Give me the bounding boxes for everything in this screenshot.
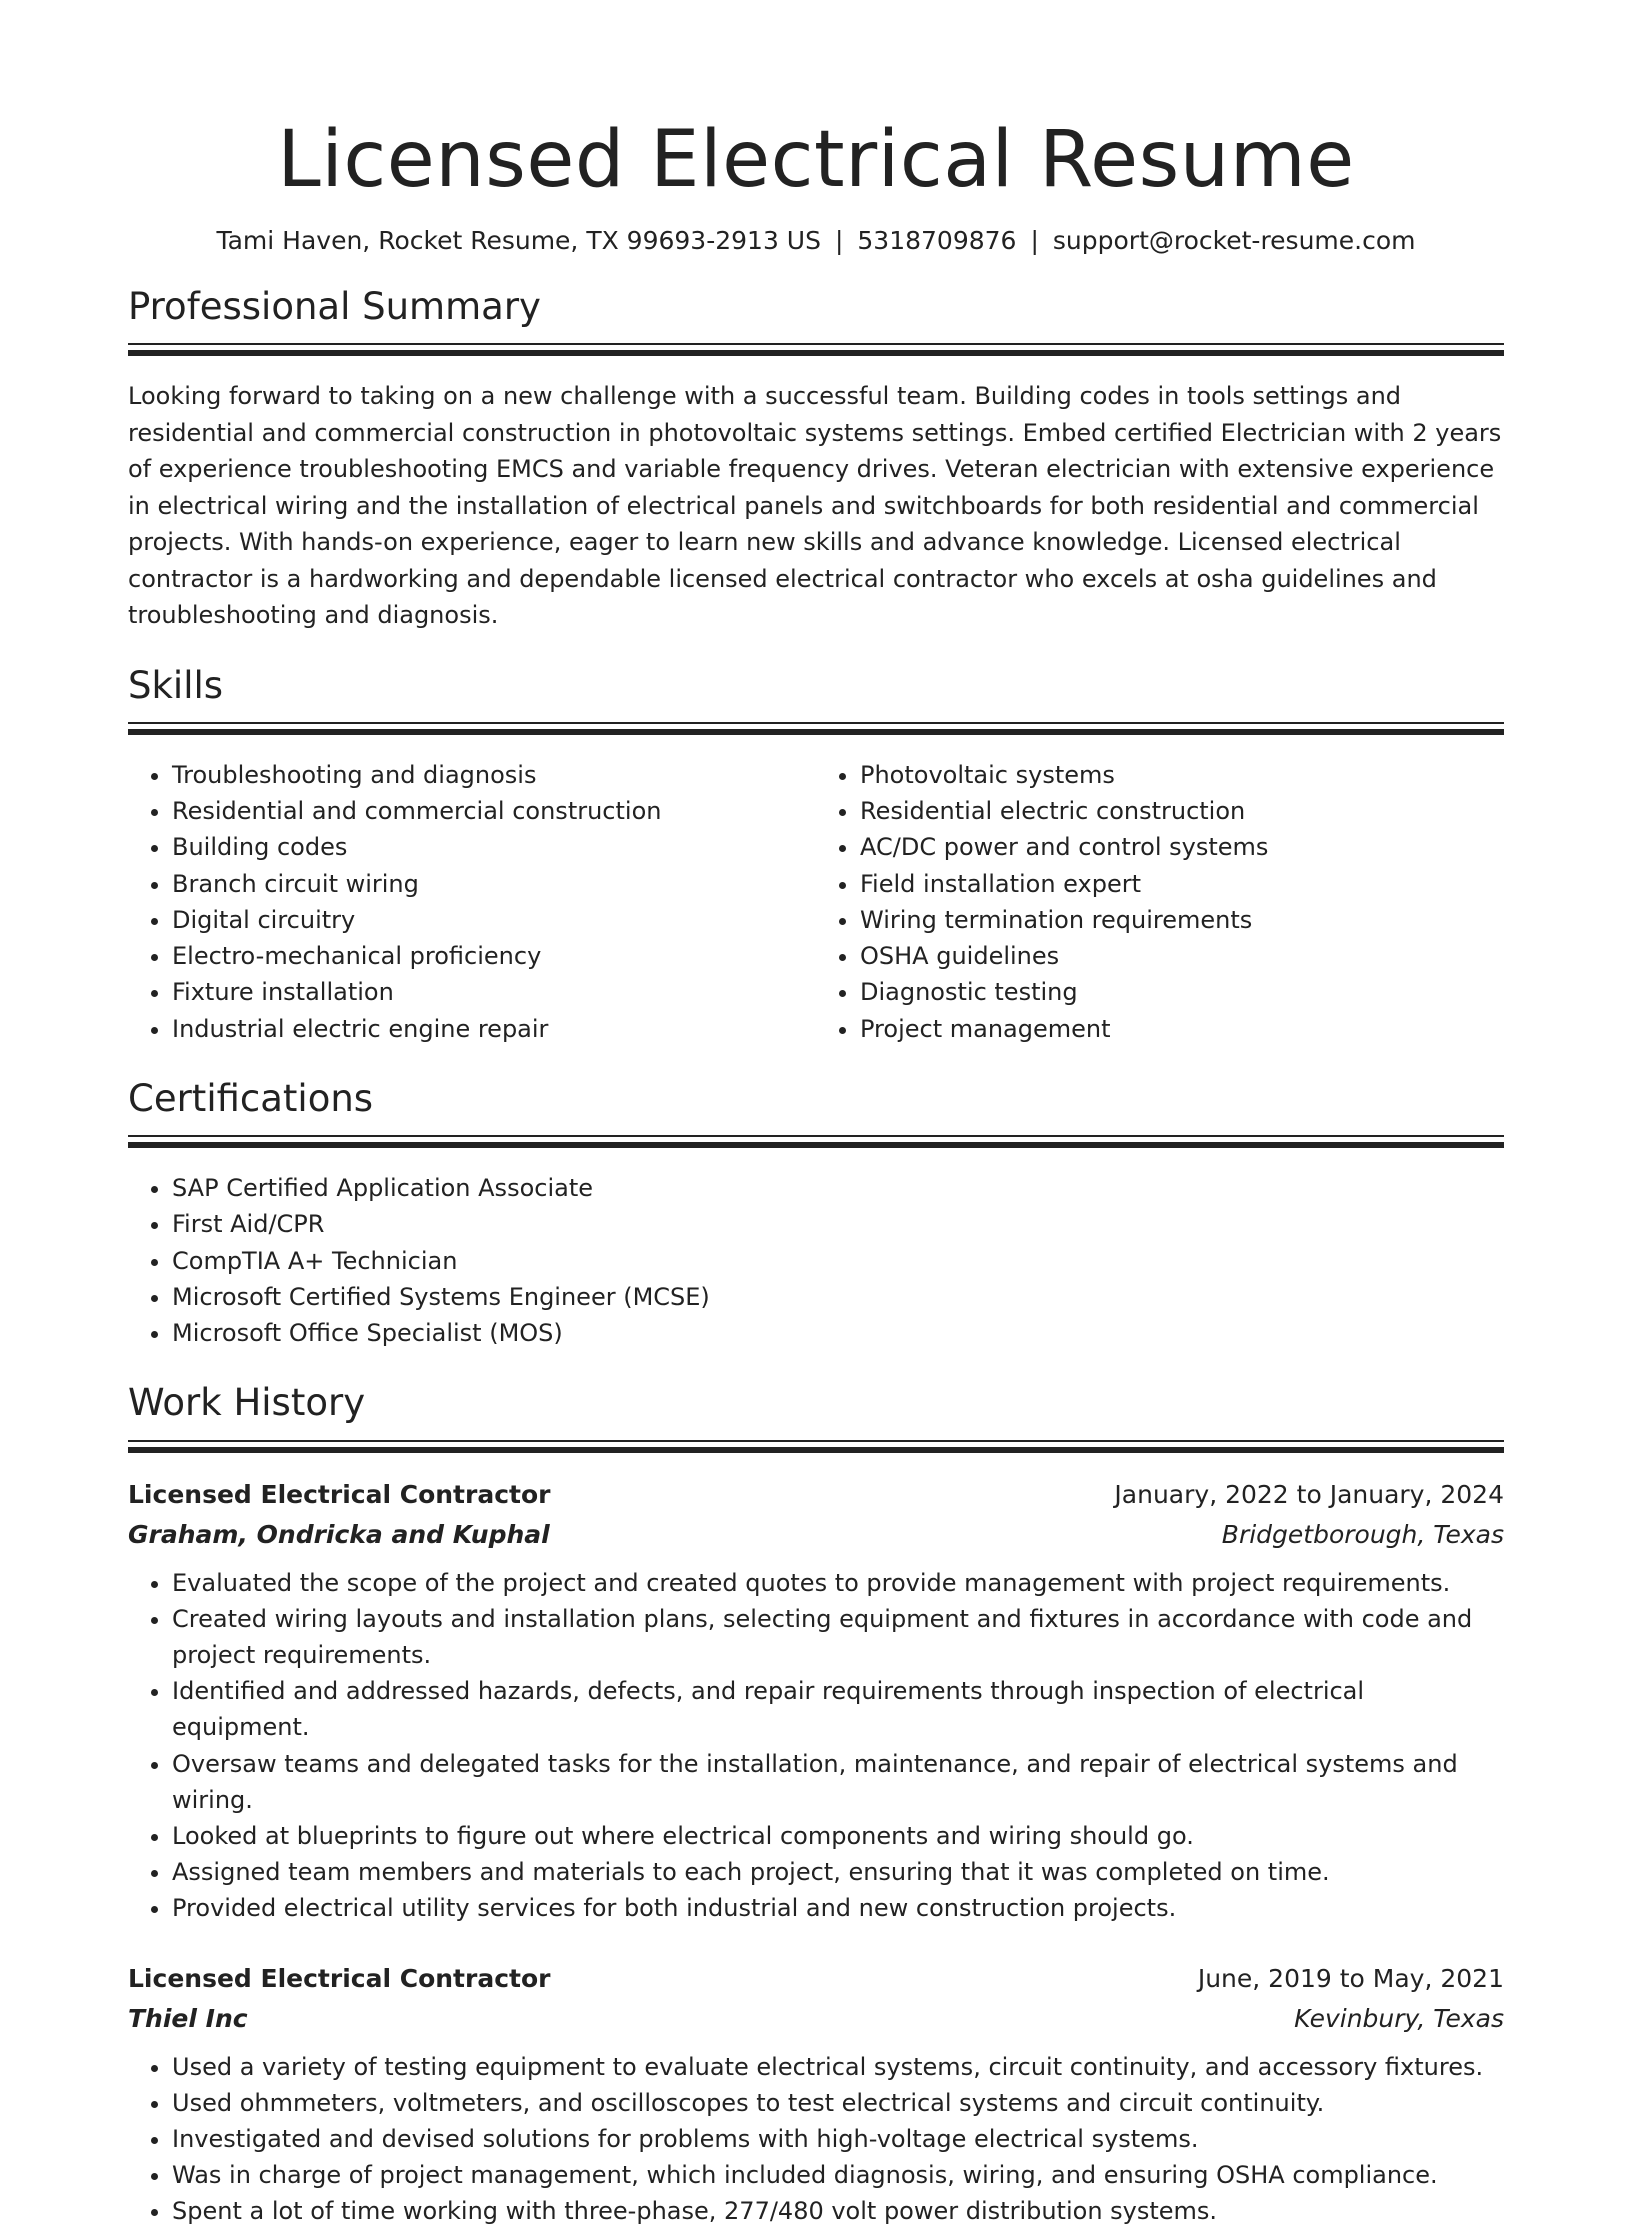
certification-item: • Microsoft Office Specialist (MOS): [172, 1315, 1504, 1351]
certifications-heading: Certifications: [128, 1076, 374, 1120]
section-divider: [128, 1440, 1504, 1442]
skill-item: • Residential and commercial construction: [172, 793, 816, 829]
job-dates: June, 2019 to May, 2021: [1197, 1963, 1504, 1993]
section-divider: [128, 343, 1504, 345]
job-entry: [128, 1475, 1504, 1927]
summary-section: [128, 285, 1504, 634]
work-history-heading: Work History: [128, 1381, 366, 1425]
job-title: Licensed Electrical Contractor: [128, 1479, 551, 1509]
job-dates: January, 2022 to January, 2024: [1114, 1479, 1504, 1509]
skill-item: • Fixture installation: [172, 974, 816, 1010]
job-header-row: [128, 1959, 1504, 1999]
skill-item: • Residential electric construction: [860, 793, 1504, 829]
contact-separator: |: [1030, 225, 1039, 255]
section-divider: [128, 722, 1504, 724]
job-duty: • Looked at blueprints to figure out where electrical components and wiring should go.: [172, 1818, 1504, 1854]
section-divider-thick: [128, 1447, 1504, 1453]
certifications-section: [128, 1077, 1504, 1351]
skills-list-right: [816, 757, 1504, 1047]
job-duty: • Used a variety of testing equipment to evaluate electrical systems, circuit continuity, and accessory fixtures.: [172, 2049, 1504, 2085]
skills-list-left: [128, 757, 816, 1047]
skill-item: • OSHA guidelines: [860, 938, 1504, 974]
skill-item: • Project management: [860, 1011, 1504, 1047]
contact-line: [128, 226, 1504, 255]
job-duty: • Provided electrical utility services for both industrial and new construction projects.: [172, 1890, 1504, 1926]
skill-item: • Photovoltaic systems: [860, 757, 1504, 793]
skill-item: • Diagnostic testing: [860, 974, 1504, 1010]
contact-address: Tami Haven, Rocket Resume, TX 99693-2913 US: [216, 225, 821, 255]
skill-item: • AC/DC power and control systems: [860, 829, 1504, 865]
job-company: Thiel Inc: [128, 2003, 248, 2033]
certifications-list: [128, 1170, 1504, 1351]
section-divider-thick: [128, 1142, 1504, 1148]
skills-grid: [128, 757, 1504, 1047]
skill-item: • Wiring termination requirements: [860, 902, 1504, 938]
job-location: Kevinbury, Texas: [1294, 2003, 1504, 2033]
work-history-section: [128, 1381, 1504, 2229]
job-entry: [128, 1959, 1504, 2230]
job-title: Licensed Electrical Contractor: [128, 1963, 551, 1993]
job-duty: • Investigated and devised solutions for problems with high-voltage electrical systems.: [172, 2121, 1504, 2157]
job-duty: • Spent a lot of time working with three-phase, 277/480 volt power distribution systems.: [172, 2193, 1504, 2229]
contact-separator: |: [834, 225, 844, 255]
job-duty: • Oversaw teams and delegated tasks for the installation, maintenance, and repair of electrical systems and wiring.: [172, 1746, 1504, 1818]
section-divider-thick: [128, 350, 1504, 356]
job-header-row: [128, 1475, 1504, 1515]
skill-item: • Industrial electric engine repair: [172, 1011, 816, 1047]
job-duty: • Assigned team members and materials to each project, ensuring that it was completed on time.: [172, 1854, 1504, 1890]
certification-item: • CompTIA A+ Technician: [172, 1243, 1504, 1279]
job-duty: • Used ohmmeters, voltmeters, and oscilloscopes to test electrical systems and circuit continuity.: [172, 2085, 1504, 2121]
section-divider-thick: [128, 729, 1504, 735]
certification-item: • SAP Certified Application Associate: [172, 1170, 1504, 1206]
skills-heading: Skills: [128, 663, 224, 707]
job-duties-list: [128, 1565, 1504, 1927]
skill-item: • Field installation expert: [860, 866, 1504, 902]
job-duties-list: [128, 2049, 1504, 2230]
skill-item: • Building codes: [172, 829, 816, 865]
summary-text: Looking forward to taking on a new challenge with a successful team. Building codes in tools settings and residential and commercial construction in photovoltaic systems settings. Embed certified Electrician with 2 years of experience troubleshooting EMCS and variable frequency drives. Veteran electrician with extensive experience in electrical wiring and the installation of electrical panels and switchboards for both residential and commercial projects. With hands-on experience, eager to learn new skills and advance knowledge. Licensed electrical contractor is a hardworking and dependable licensed electrical contractor who excels at osha guidelines and troubleshooting and diagnosis.: [128, 382, 1502, 630]
job-duty: • Was in charge of project management, which included diagnosis, wiring, and ensuring OSHA compliance.: [172, 2157, 1504, 2193]
certification-item: • First Aid/CPR: [172, 1206, 1504, 1242]
skill-item: • Troubleshooting and diagnosis: [172, 757, 816, 793]
summary-heading: Professional Summary: [128, 284, 541, 328]
job-company-row: [128, 1999, 1504, 2039]
skills-section: [128, 664, 1504, 1047]
job-duty: • Created wiring layouts and installation plans, selecting equipment and fixtures in accordance with code and project requirements.: [172, 1601, 1504, 1673]
job-duty: • Evaluated the scope of the project and created quotes to provide management with project requirements.: [172, 1565, 1504, 1601]
job-company-row: [128, 1515, 1504, 1555]
certification-item: • Microsoft Certified Systems Engineer (MCSE): [172, 1279, 1504, 1315]
skill-item: • Digital circuitry: [172, 902, 816, 938]
job-duty: • Identified and addressed hazards, defects, and repair requirements through inspection of electrical equipment.: [172, 1673, 1504, 1745]
job-company: Graham, Ondricka and Kuphal: [128, 1519, 550, 1549]
skill-item: • Branch circuit wiring: [172, 866, 816, 902]
contact-email[interactable]: support@rocket-resume.com: [1052, 225, 1416, 255]
section-divider: [128, 1135, 1504, 1137]
resume-title: Licensed Electrical Resume: [277, 115, 1355, 205]
skill-item: • Electro-mechanical proficiency: [172, 938, 816, 974]
job-location: Bridgetborough, Texas: [1221, 1519, 1504, 1549]
contact-phone: 5318709876: [857, 225, 1017, 255]
